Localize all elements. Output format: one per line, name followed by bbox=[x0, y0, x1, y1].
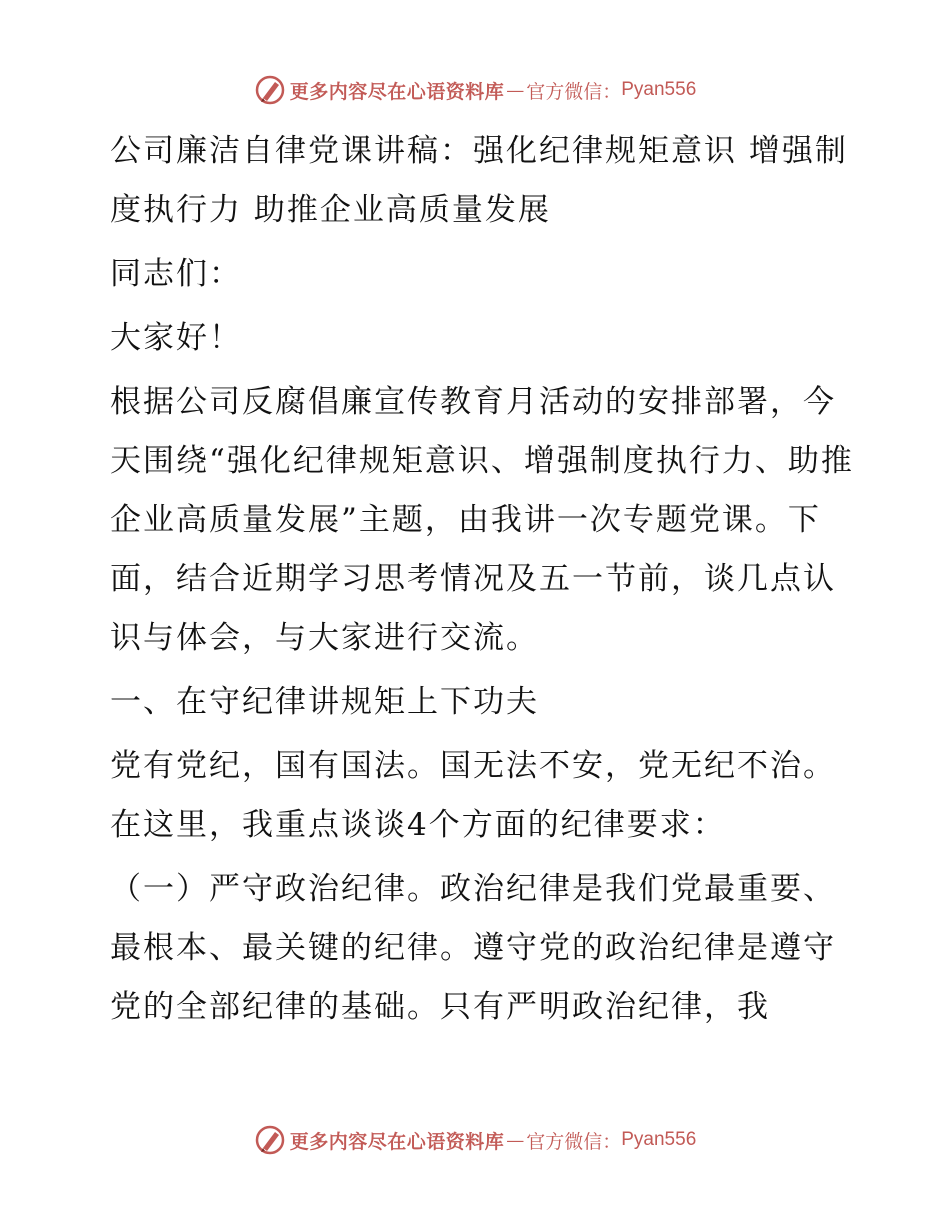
watermark-text: 更多内容尽在心语资料库 bbox=[289, 80, 505, 103]
paragraph-discipline: 党有党纪，国有国法。国无法不安，党无纪不治。在这里，我重点谈谈4个方面的纪律要求： bbox=[110, 748, 836, 843]
watermark-footer bbox=[0, 1120, 950, 1160]
watermark-dash: — bbox=[506, 79, 525, 101]
watermark-header bbox=[0, 70, 950, 110]
document-body bbox=[98, 122, 858, 1037]
pen-logo-icon bbox=[254, 1124, 286, 1156]
watermark-wechat-label: 官方微信： bbox=[526, 80, 622, 103]
watermark-text: 更多内容尽在心语资料库 bbox=[289, 1130, 505, 1153]
greeting: 大家好！ bbox=[110, 320, 242, 356]
salutation: 同志们： bbox=[110, 256, 242, 292]
section-heading-1: 一、在守纪律讲规矩上下功夫 bbox=[110, 684, 539, 720]
paragraph-intro: 根据公司反腐倡廉宣传教育月活动的安排部署，今天围绕“强化纪律规矩意识、增强制度执行力、助推企业高质量发展”主题，由我讲一次专题党课。下面，结合近期学习思考情况及五一节前，谈几点认识与体会，与大家进行交流。 bbox=[110, 384, 854, 656]
paragraph-political-discipline: （一）严守政治纪律。政治纪律是我们党最重要、最根本、最关键的纪律。遵守党的政治纪律是遵守党的全部纪律的基础。只有严明政治纪律，我 bbox=[110, 871, 836, 1025]
watermark-wechat-label: 官方微信： bbox=[526, 1130, 622, 1153]
watermark-dash: — bbox=[506, 1129, 525, 1151]
pen-logo-icon bbox=[254, 74, 286, 106]
watermark-wechat-id: Pyan556 bbox=[621, 1129, 697, 1150]
watermark-wechat-id: Pyan556 bbox=[621, 79, 697, 100]
document-title: 公司廉洁自律党课讲稿：强化纪律规矩意识 增强制度执行力 助推企业高质量发展 bbox=[110, 133, 848, 228]
